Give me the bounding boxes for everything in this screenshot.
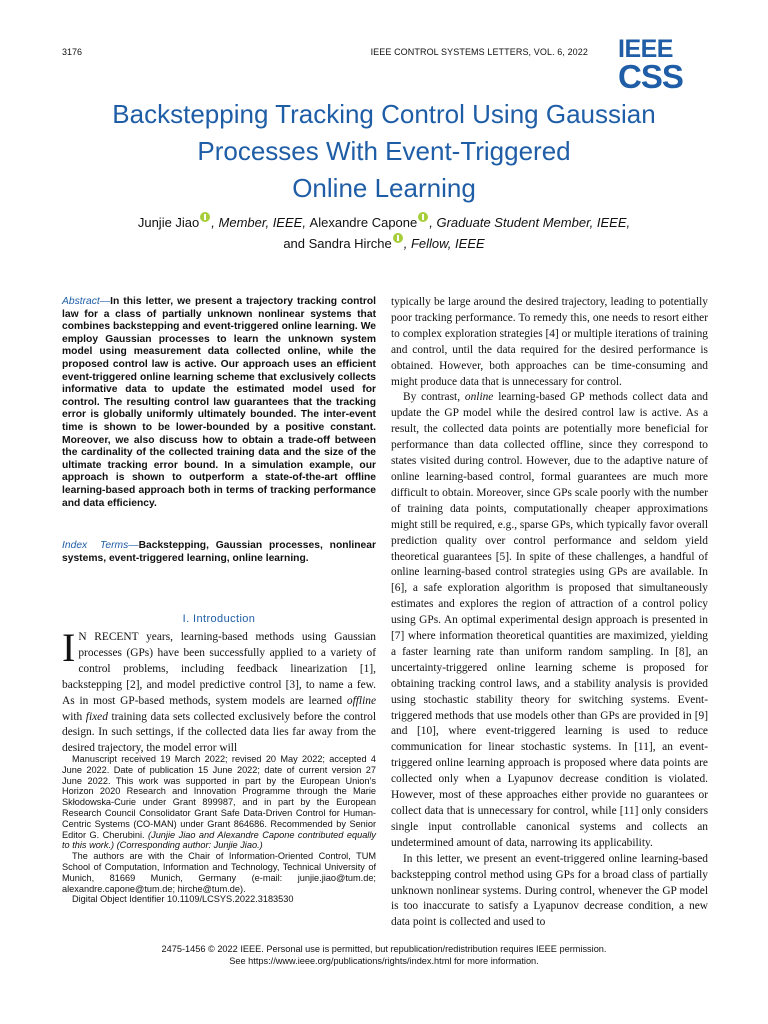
- author-name-jiao: Junjie Jiao: [137, 215, 200, 230]
- section-heading: I. Introduction: [182, 613, 256, 625]
- author-line-1: [40, 212, 728, 233]
- index-terms-text: Backstepping, Gaussian processes, nonlinear systems, event-triggered learning, online learning.: [62, 540, 376, 564]
- copyright-line-2: See https://www.ieee.org/publications/rights/index.html for more information.: [229, 955, 539, 966]
- intro-offline: offline: [346, 694, 376, 707]
- index-terms: [62, 540, 376, 565]
- footnote-affiliation: The authors are with the Chair of Information-Oriented Control, TUM School of Computation, Information and Technology, Technical University of Munich, 81669 Munich, Germany (e-mail: junjie.jiao@tum.de; alexandre.capone@tum.de; hirche@tum.de).: [62, 851, 376, 894]
- page-number: 3176: [62, 47, 83, 57]
- right-paragraph-1: typically be large around the desired trajectory, leading to potentially poor tracking performance. To remedy this, one needs to resort either to complex exploration strategies [4] or multiple iterations of training and control, until the data required for the desired performance is obtained. However, both approaches can be time-consuming and might produce data that is unnecessary for control.: [391, 296, 708, 388]
- abstract: [62, 296, 376, 510]
- right-paragraph-3: In this letter, we present an event-triggered online learning-based backstepping control method using GPs for a broad class of partially unknown nonlinear systems. During control, whenever the GP model is too inaccurate to satisfy a Lyapunov decrease condition, a new data point is collected and used to: [391, 852, 708, 929]
- right-online: online: [464, 391, 494, 404]
- title-line-1: Backstepping Tracking Control Using Gaussian: [112, 99, 656, 129]
- author-role-capone: , Graduate Student Member, IEEE,: [429, 215, 631, 230]
- orcid-icon[interactable]: [393, 233, 403, 243]
- right-paragraph-2: [391, 390, 708, 851]
- copyright-footer: [40, 944, 728, 967]
- journal-header: IEEE CONTROL SYSTEMS LETTERS, VOL. 6, 2022: [370, 47, 588, 57]
- drop-cap: I: [62, 625, 76, 670]
- footnote-manuscript: Manuscript received 19 March 2022; revised 20 May 2022; accepted 4 June 2022. Date of publication 15 June 2022; date of current version 27 June 2022. This work was supported in part by the European Union’s Horizon 2020 Research and Innovation Programme through the Marie Skłodowska-Curie under Grant 899987, and in part by the European Research Council Consolidator Grant Safe Data-Driven Control for Human-Centric Systems (CO-MAN) under Grant 864686. Recommended by Senior Editor G. Cherubini.: [62, 754, 376, 840]
- intro-fixed: fixed: [85, 710, 108, 723]
- ieee-css-logo: [612, 34, 707, 92]
- intro-text: training data sets collected exclusively before the control design. In such settings, if the collected data lies far away from the desired trajectory, the model error will: [62, 710, 376, 755]
- footnote: [62, 754, 376, 905]
- orcid-icon[interactable]: [418, 212, 428, 222]
- logo-text-bottom: CSS: [618, 58, 683, 92]
- footnote-note: (Junjie Jiao and Alexandre Capone contributed equally to this work.) (Corresponding author: Junjie Jiao.): [62, 829, 376, 851]
- intro-text: years, learning-based methods using Gaussian processes (GPs) have been successfully applied to a variety of control problems, including feedback linearization [1], backstepping [2], and model predictive control [3], to name a few. As in most GP-based methods, system models are learned: [62, 631, 376, 707]
- right-text: learning-based GP methods collect data and update the GP model while the desired control law is active. As a result, the collected data points are potentially more beneficial for performance than data collected offline, since they correspond to states visited during control. However, due to the adaptive nature of online learning-based control, formal guarantees are much more difficult to obtain. Moreover, since GPs scale poorly with the number of training data points, computationally cheaper approximations might still be required, e.g., sparse GPs, which typically favor overall prediction quality over control performance and seldom yield theoretical guarantees [5]. In spite of these challenges, a handful of online learning-based control strategies using GPs are available. In [6], a safe exploration algorithm is proposed that simultaneously estimates and explores the region of attraction of a control policy using GPs. An optimal experimental design approach is presented in [7] where information theoretical quantities are maximized, yielding a faster learning rate than uniform random sampling. In [8], an uncertainty-triggered online learning scheme is proposed for obtaining tracking control laws, and a stability analysis is provided using stochastic stability theory for switching systems. Event-triggered methods that use models other than GPs are provided in [9] and [10], where event-triggered learning is used to reduce communication for linear stochastic systems. In [11], an event-triggered online learning approach is proposed where data points are collected only when a Lyapunov decrease condition is violated. However, most of these approaches either provide no guarantees or collect data that is unnecessary for control, while [11] only considers single input controllable canonical systems and collects an undetermined amount of data, narrowing its applicability.: [391, 391, 708, 849]
- title-line-2: Processes With Event-Triggered: [197, 136, 571, 166]
- title-line-3: Online Learning: [292, 173, 476, 203]
- author-role-jiao: , Member, IEEE,: [211, 215, 310, 230]
- index-terms-lead: Index Terms—: [62, 540, 139, 551]
- author-name-capone: Alexandre Capone: [309, 215, 418, 230]
- intro-paragraph: [62, 625, 376, 757]
- paper-title: [40, 96, 728, 207]
- intro-caps: N RECENT: [78, 631, 139, 643]
- abstract-lead: Abstract—: [62, 296, 111, 307]
- footnote-doi: Digital Object Identifier 10.1109/LCSYS.2022.3183530: [72, 894, 294, 905]
- right-column: [391, 295, 708, 931]
- orcid-icon[interactable]: [200, 212, 210, 222]
- right-text: By contrast,: [403, 391, 465, 404]
- copyright-line-1: 2475-1456 © 2022 IEEE. Personal use is permitted, but republication/redistribution requires IEEE permission.: [161, 944, 607, 954]
- author-line-2: [40, 233, 728, 254]
- abstract-text: In this letter, we present a trajectory tracking control law for a class of partially unknown nonlinear systems that combines backstepping and event-triggered online learning. We employ Gaussian processes to learn the unknown system model using measurement data collected online, while the proposed control law is active. Our approach uses an efficient event-triggered online learning scheme that exclusively collects informative data to update the estimated model used for control. The resulting control law guarantees that the tracking error is globally uniformly ultimately bounded. The inter-event time is shown to be lower-bounded by a positive constant. Moreover, we also discuss how to obtain a trade-off between the cardinality of the collected training data and the size of the ultimate tracking error bound. In a simulation example, our approach is shown to outperform a state-of-the-art offline learning-based approach both in terms of tracking performance and data efficiency.: [62, 296, 376, 509]
- author-name-hirche: and Sandra Hirche: [283, 236, 392, 251]
- logo-text-top: IEEE: [618, 35, 673, 63]
- author-role-hirche: , Fellow, IEEE: [403, 236, 485, 251]
- intro-text: with: [62, 710, 86, 723]
- author-list: [40, 212, 728, 254]
